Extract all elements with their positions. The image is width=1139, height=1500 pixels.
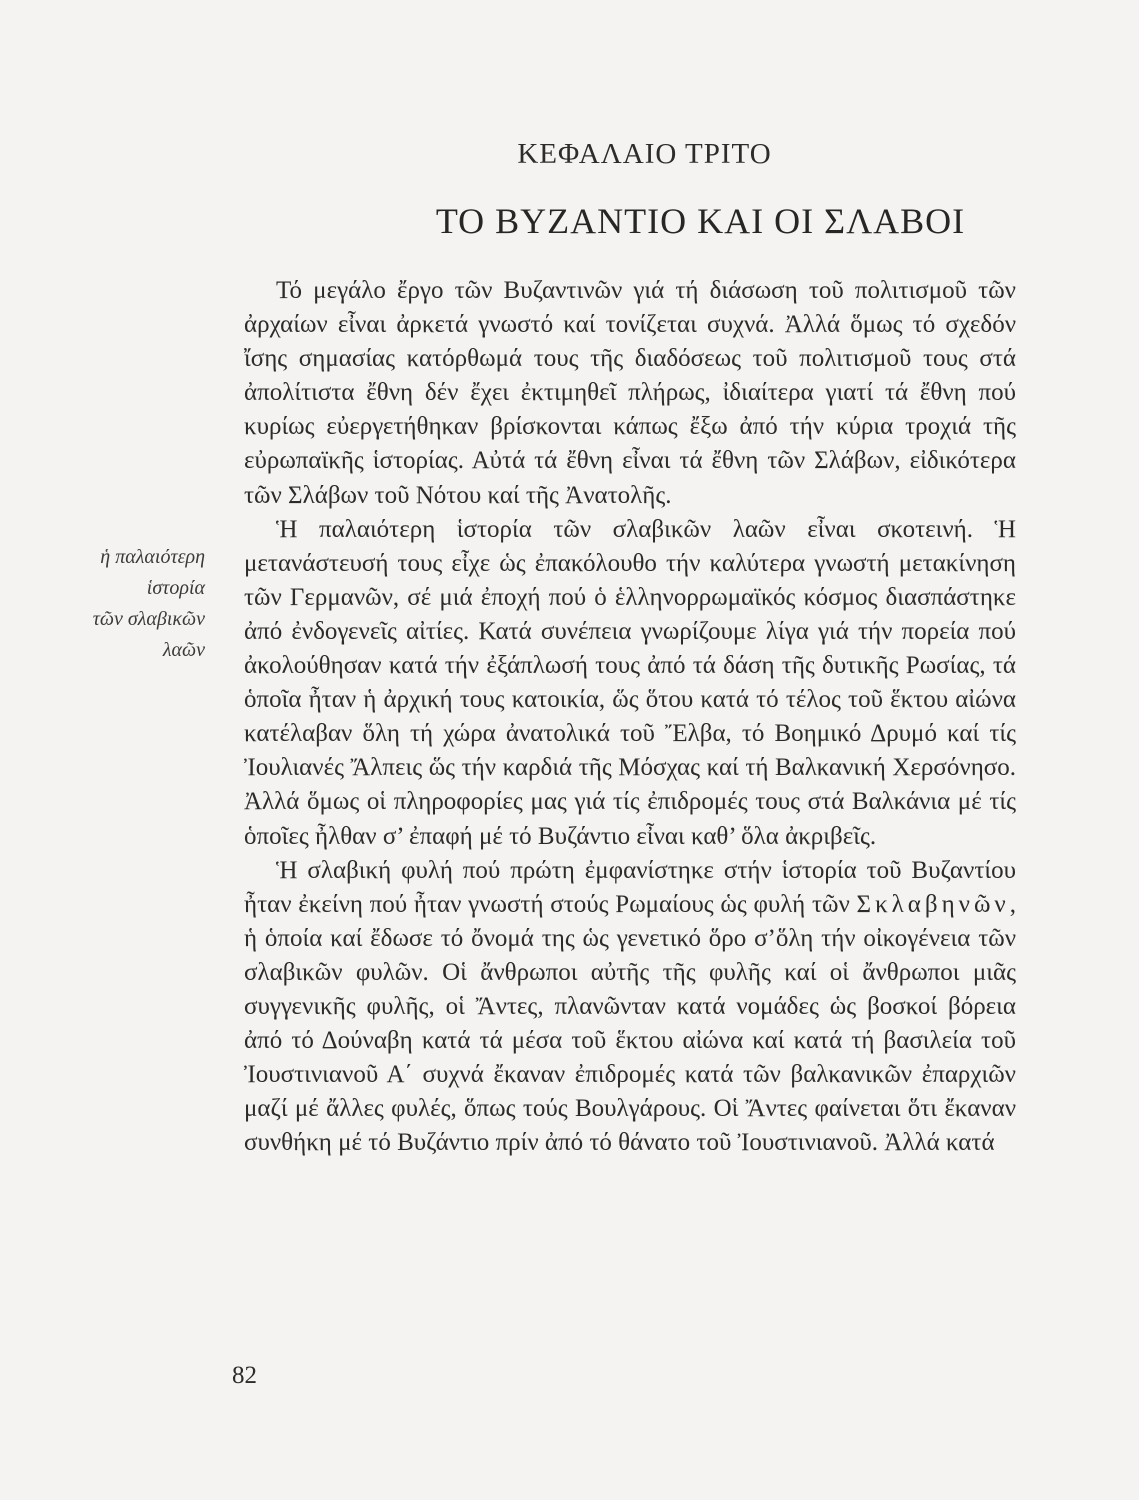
paragraph-3-start: Ἡ σλαβική φυλή πού πρώτη ἐμφανίστηκε στήν ἱστορία τοῦ Βυζαντίου ἦταν ἐκείνη πού ἦταν γνωστή στούς Ρωμαίους ὡς φυλή τῶν — [244, 856, 1016, 918]
paragraph-2: Ἡ παλαιότερη ἱστορία τῶν σλαβικῶν λαῶν εἶναι σκοτεινή. Ἡ μετανάστευσή τους εἶχε ὡς ἐπακόλουθο τήν καλύτερα γνωστή μετακίνηση τῶν Γερμανῶν, σέ μιά ἐποχή πού ὁ ἑλληνορρωμαϊκός κόσμος διασπάστηκε ἀπό ἐνδογενεῖς αἰτίες. Κατά συνέπεια γνωρίζουμε λίγα γιά τήν πορεία πού ἀκολούθησαν κατά τήν ἐξάπλωσή τους ἀπό τά δάση τῆς δυτικῆς Ρωσίας, τά ὁποῖα ἦταν ἡ ἀρχική τους κατοικία, ὥς ὅτου κατά τό τέλος τοῦ ἕκτου αἰώνα κατέλαβαν ὅλη τή χώρα ἀνατολικά τοῦ Ἔλβα, τό Βοημικό Δρυμό καί τίς Ἰουλιανές Ἄλπεις ὥς τήν καρδιά τῆς Μόσχας καί τή Βαλκανική Χερσόνησο. Ἀλλά ὅμως οἱ πληροφορίες μας γιά τίς ἐπιδρομές τους στά Βαλκάνια μέ τίς ὁποῖες ἦλθαν σ’ ἐπαφή μέ τό Βυζάντιο εἶναι καθ’ ὅλα ἀκριβεῖς. — [244, 515, 1016, 850]
body-text — [244, 274, 1016, 1160]
paragraph-3 — [244, 854, 1016, 1161]
margin-note-line: λαῶν — [162, 639, 205, 661]
chapter-title: ΤΟ ΒΥΖΑΝΤΙΟ ΚΑΙ ΟΙ ΣΛΑΒΟΙ — [435, 201, 966, 241]
paragraph-3-rest: , ἡ ὁποία καί ἔδωσε τό ὄνομά της ὡς γενετικό ὅρο σ’ὅλη τήν οἰκογένεια τῶν σλαβικῶν φυλῶν. Οἱ ἄνθρωποι αὐτῆς τῆς φυλῆς καί οἱ ἄνθρωποι μιᾶς συγγενικῆς φυλῆς, οἱ Ἄντες, πλανῶνταν κατά νομάδες ὡς βοσκοί βόρεια ἀπό τό Δούναβη κατά τά μέσα τοῦ ἕκτου αἰώνα καί κατά τή βασιλεία τοῦ Ἰουστινιανοῦ Α΄ συχνά ἔκαναν ἐπιδρομές κατά τῶν βαλκανικῶν ἐπαρχιῶν μαζί μέ ἄλλες φυλές, ὅπως τούς Βουλγάρους. Οἱ Ἄντες φαίνεται ὅτι ἔκαναν συνθήκη μέ τό Βυζάντιο πρίν ἀπό τό θάνατο τοῦ Ἰουστινιανοῦ. Ἀλλά κατά — [244, 890, 1016, 1157]
margin-note-line: ἡ παλαιότερη — [100, 546, 205, 568]
page-number: 82 — [232, 1362, 257, 1389]
margin-note-line: ἱστορία — [146, 577, 205, 599]
spaced-term: Σκλαβηνῶν — [856, 890, 1010, 918]
margin-note-line: τῶν σλαβικῶν — [92, 608, 205, 630]
paragraph-1: Τό μεγάλο ἔργο τῶν Βυζαντινῶν γιά τή διάσωση τοῦ πολιτισμοῦ τῶν ἀρχαίων εἶναι ἀρκετά γνωστό καί τονίζεται συχνά. Ἀλλά ὅμως τό σχεδόν ἴσης σημασίας κατόρθωμά τους τῆς διαδόσεως τοῦ πολιτισμοῦ τους στά ἀπολίτιστα ἔθνη δέν ἔχει ἐκτιμηθεῖ πλήρως, ἰδιαίτερα γιατί τά ἔθνη πού κυρίως εὐεργετήθηκαν βρίσκονται κάπως ἔξω ἀπό τήν κύρια τροχιά τῆς εὐρωπαϊκῆς ἱστορίας. Αὐτά τά ἔθνη εἶναι τά ἔθνη τῶν Σλάβων, εἰδικότερα τῶν Σλάβων τοῦ Νότου καί τῆς Ἀνατολῆς. — [244, 277, 1016, 509]
margin-note — [40, 542, 205, 666]
chapter-label: ΚΕΦΑΛΑΙΟ ΤΡΙΤΟ — [517, 138, 772, 170]
